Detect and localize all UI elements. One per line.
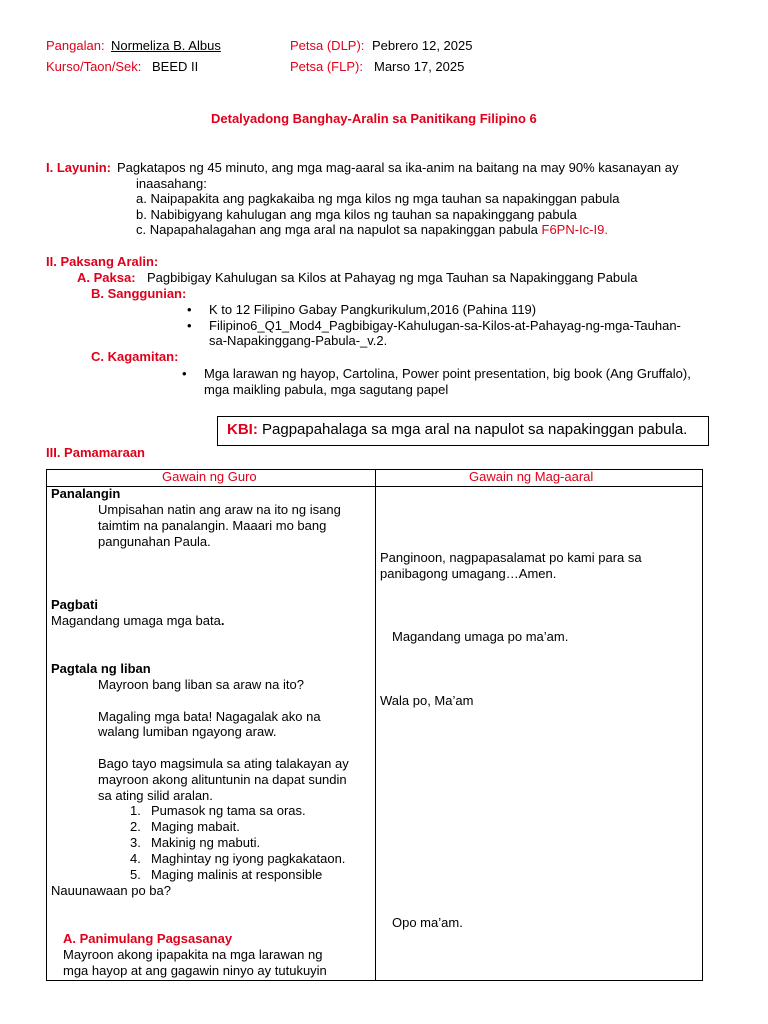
pamamaraan-label: III. Pamamaraan (46, 445, 145, 460)
paksa-value: Pagbibigay Kahulugan sa Kilos at Pahayag ng mga Tauhan sa Napakinggang Pabula (147, 270, 638, 285)
name-label: Pangalan: (46, 38, 105, 53)
panimula-line-1: Mayroon akong ipapakita na mga larawan ng (63, 947, 323, 962)
col-header-magaaral: Gawain ng Mag-aaral (469, 469, 594, 484)
kagamitan-item: • Mga larawan ng hayop, Cartolina, Power point presentation, big book (Ang Gruffalo), (204, 366, 691, 382)
kagamitan-item-cont: mga maikling pabula, mga sagutang papel (204, 382, 449, 397)
rule-number: 3. (130, 835, 141, 850)
paksa-label: A. Paksa: (77, 270, 136, 285)
panalangin-line-3: pangunahan Paula. (98, 534, 211, 549)
kbi-box (217, 416, 709, 446)
layunin-item-a: a. Naipapakita ang pagkakaiba ng mga kilos ng mga tauhan sa napakinggan pabula (136, 191, 620, 206)
pagbati-greeting: Magandang umaga mga bata (51, 613, 221, 628)
layunin-intro-1: Pagkatapos ng 45 minuto, ang mga mag-aaral sa ika-anim na baitang na may 90% kasanayan ay (117, 160, 679, 175)
panalangin-line-2: taimtim na panalangin. Maaari mo bang (98, 518, 327, 533)
liban-question: Mayroon bang liban sa araw na ito? (98, 677, 304, 692)
naunawaan-question: Nauunawaan po ba? (51, 883, 171, 898)
kbi-text: Pagpapahalaga sa mga aral na napulot sa napakinggan pabula. (262, 421, 688, 438)
liban-response: Wala po, Ma’am (380, 693, 474, 708)
panimula-line-2: mga hayop at ang gagawin ninyo ay tutukuyin (63, 963, 327, 978)
paksang-aralin-label: II. Paksang Aralin: (46, 254, 159, 269)
table-column-divider (375, 470, 376, 980)
rule-item: Maging malinis at responsible (151, 867, 323, 882)
flp-date-label: Petsa (FLP): (290, 59, 363, 74)
panalangin-response-1: Panginoon, nagpapasalamat po kami para sa (380, 550, 642, 565)
rule-item: Maging mabait. (151, 819, 240, 834)
pagbati-heading: Pagbati (51, 597, 98, 612)
liban-praise-2: walang lumiban ngayong araw. (98, 724, 277, 739)
layunin-label: I. Layunin: (46, 160, 111, 175)
sanggunian-item-2: • Filipino6_Q1_Mod4_Pagbibigay-Kahulugan-sa-Kilos-at-Pahayag-ng-mga-Tauhan- (209, 318, 681, 334)
layunin-item-b: b. Nabibigyang kahulugan ang mga kilos ng tauhan sa napakinggang pabula (136, 207, 577, 222)
layunin-intro-2: inaasahang: (136, 176, 207, 191)
rules-intro-1: Bago tayo magsimula sa ating talakayan ay (98, 756, 349, 771)
rule-number: 2. (130, 819, 141, 834)
liban-praise-1: Magaling mga bata! Nagagalak ako na (98, 709, 321, 724)
kagamitan-label: C. Kagamitan: (91, 349, 179, 364)
rule-number: 4. (130, 851, 141, 866)
panalangin-heading: Panalangin (51, 486, 121, 501)
rule-item: Pumasok ng tama sa oras. (151, 803, 306, 818)
dlp-date-label: Petsa (DLP): (290, 38, 365, 53)
col-header-guro: Gawain ng Guro (162, 469, 257, 484)
panimula-heading: A. Panimulang Pagsasanay (63, 931, 233, 946)
layunin-item-c-text: c. Napapahalagahan ang mga aral na napulot sa napakinggan pabula (136, 222, 538, 237)
rule-number: 1. (130, 803, 141, 818)
rule-number: 5. (130, 867, 141, 882)
pagbati-text (51, 613, 224, 629)
dlp-date-value: Pebrero 12, 2025 (372, 38, 473, 53)
kbi-label: KBI: (227, 421, 258, 438)
pagbati-response: Magandang umaga po ma’am. (392, 629, 569, 644)
sanggunian-item-1: • K to 12 Filipino Gabay Pangkurikulum,2016 (Pahina 119) (209, 302, 536, 318)
layunin-item-c (136, 222, 608, 238)
panalangin-response-2: panibagong umagang…Amen. (380, 566, 557, 581)
sanggunian-item-2-cont: sa-Napakinggang-Pabula-_v.2. (209, 333, 388, 348)
name-value: Normeliza B. Albus (111, 38, 221, 53)
page-title: Detalyadong Banghay-Aralin sa Panitikang Filipino 6 (211, 111, 537, 126)
kbi-line (227, 421, 687, 439)
sanggunian-label: B. Sanggunian: (91, 286, 187, 301)
rules-intro-3: sa ating silid aralan. (98, 788, 213, 803)
course-label: Kurso/Taon/Sek: (46, 59, 142, 74)
rule-item: Maghintay ng iyong pagkakataon. (151, 851, 346, 866)
naunawaan-response: Opo ma’am. (392, 915, 463, 930)
flp-date-value: Marso 17, 2025 (374, 59, 465, 74)
liban-heading: Pagtala ng liban (51, 661, 151, 676)
rule-item: Makinig ng mabuti. (151, 835, 261, 850)
course-value: BEED II (152, 59, 199, 74)
rules-intro-2: mayroon akong alituntunin na dapat sundin (98, 772, 347, 787)
pagbati-period: . (220, 613, 225, 628)
competency-code: F6PN-Ic-I9. (541, 222, 608, 237)
panalangin-line-1: Umpisahan natin ang araw na ito ng isang (98, 502, 341, 517)
